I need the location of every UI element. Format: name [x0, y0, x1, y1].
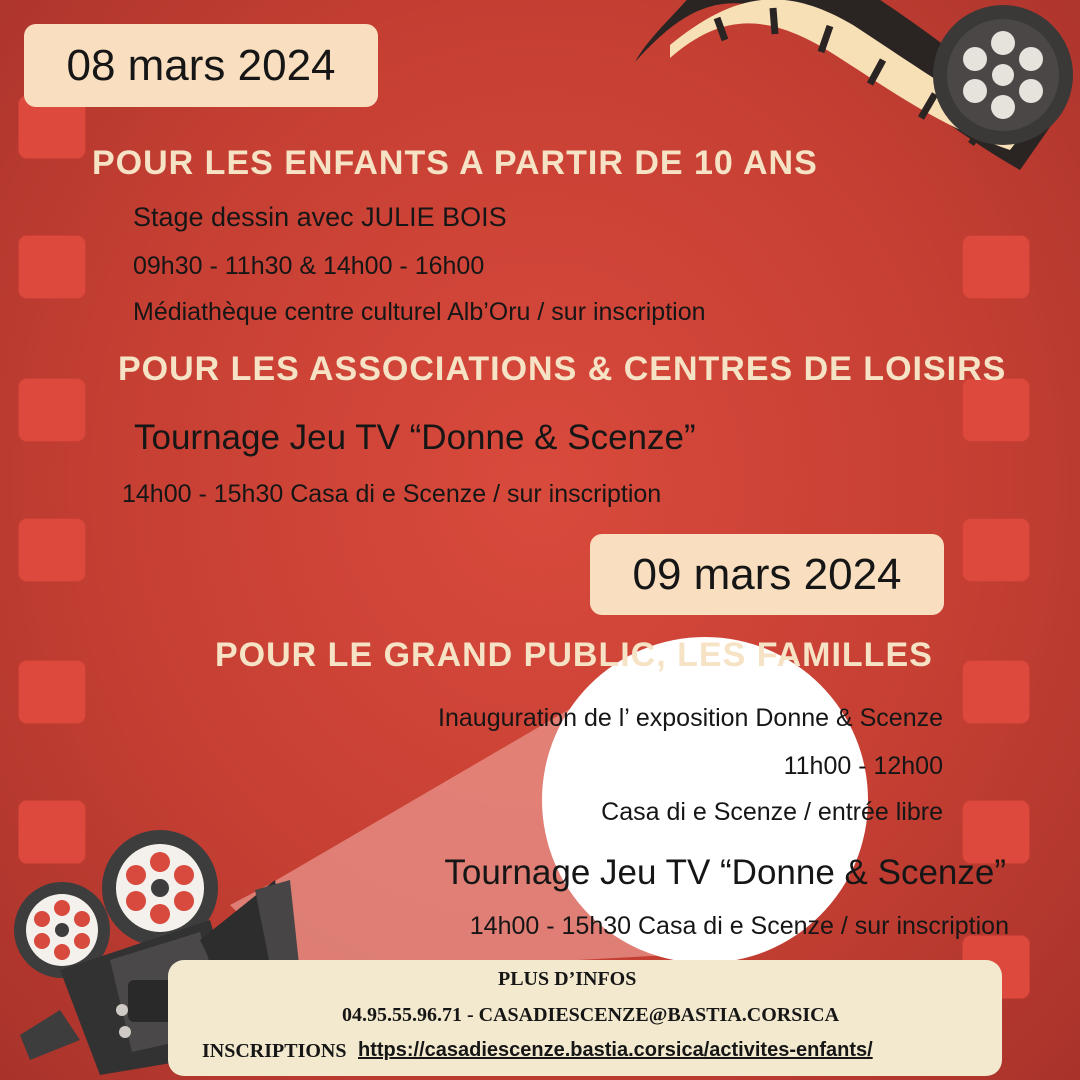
date-badge-day1: 08 mars 2024 — [24, 24, 378, 107]
event-title-inauguration: Inauguration de l’ exposition Donne & Scenze — [438, 704, 943, 732]
section-heading-children: POUR LES ENFANTS A PARTIR DE 10 ANS — [92, 144, 818, 182]
event-title-tv-shoot: Tournage Jeu TV “Donne & Scenze” — [444, 853, 1006, 892]
inscriptions-link[interactable]: https://casadiescenze.bastia.corsica/activites-enfants/ — [358, 1039, 873, 1061]
event-time: 11h00 - 12h00 — [783, 752, 943, 780]
inscriptions-label: INSCRIPTIONS — [202, 1040, 347, 1062]
info-title: PLUS D’INFOS — [498, 968, 637, 990]
event-detail: 14h00 - 15h30 Casa di e Scenze / sur inscription — [469, 912, 1009, 940]
event-location: Médiathèque centre culturel Alb’Oru / sur inscription — [133, 298, 706, 326]
event-location: Casa di e Scenze / entrée libre — [601, 798, 943, 826]
event-detail: 14h00 - 15h30 Casa di e Scenze / sur inscription — [122, 480, 662, 508]
info-contact: 04.95.55.96.71 - CASADIESCENZE@BASTIA.CORSICA — [342, 1004, 840, 1026]
section-heading-public: POUR LE GRAND PUBLIC, LES FAMILLES — [215, 636, 933, 674]
section-heading-associations: POUR LES ASSOCIATIONS & CENTRES DE LOISIRS — [118, 350, 1007, 388]
event-title-tv-shoot: Tournage Jeu TV “Donne & Scenze” — [134, 418, 696, 457]
event-title-drawing-workshop: Stage dessin avec JULIE BOIS — [133, 202, 507, 232]
event-time: 09h30 - 11h30 & 14h00 - 16h00 — [133, 252, 485, 280]
date-badge-day2: 09 mars 2024 — [590, 534, 944, 615]
film-reel-icon — [933, 5, 1073, 145]
